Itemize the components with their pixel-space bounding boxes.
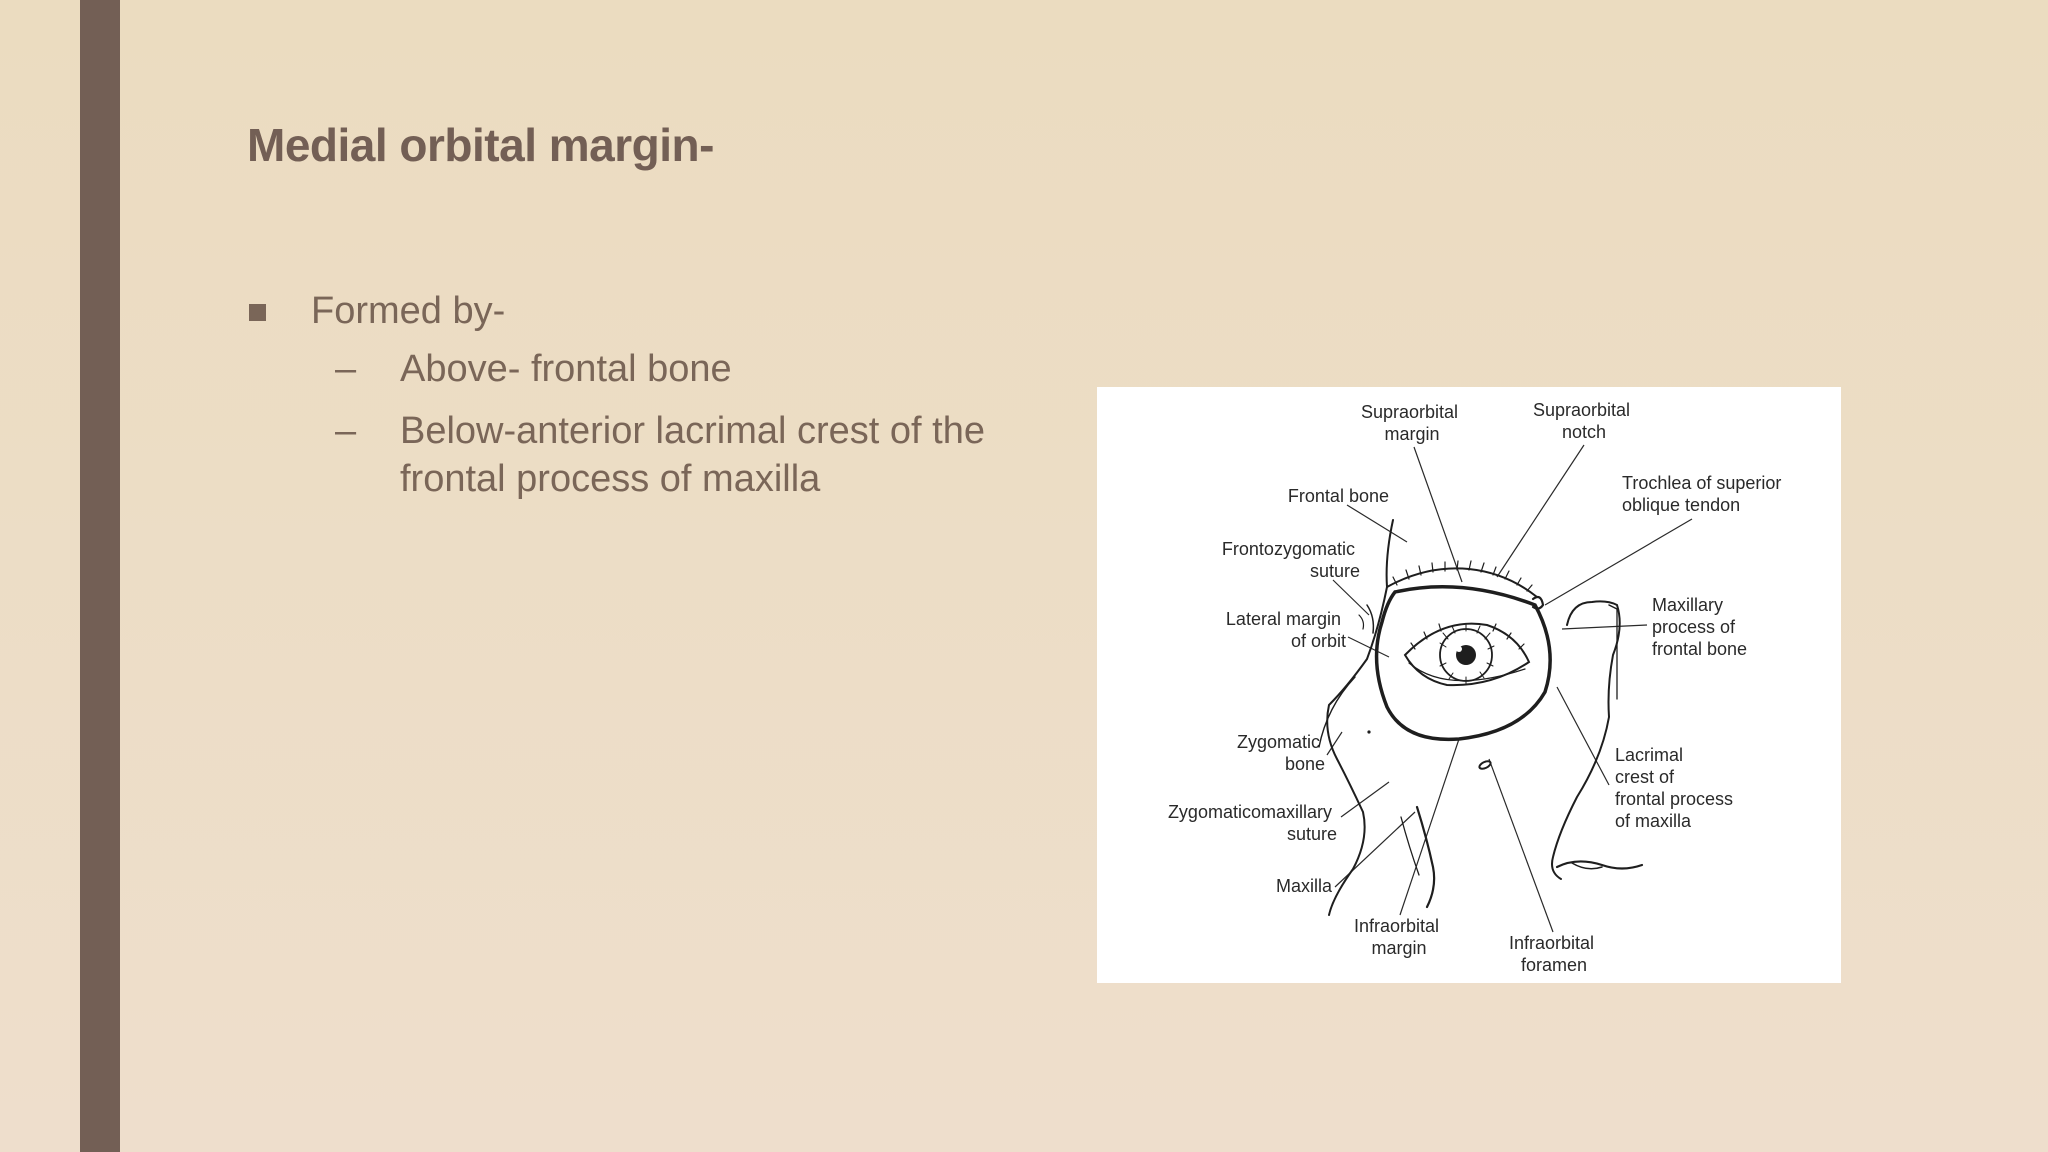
label-infraorbital-foramen: Infraorbital foramen: [1508, 933, 1595, 975]
label-maxillary-process: Maxillary process of frontal bone: [1652, 595, 1748, 659]
label-zygomaticomaxillary-suture: Zygomaticomaxillary suture: [1167, 802, 1337, 844]
label-supraorbital-margin: Supraorbital margin: [1360, 402, 1459, 444]
sub-bullet-item: [247, 345, 1077, 393]
accent-bar: [80, 0, 120, 1152]
dash-bullet-icon: –: [335, 410, 357, 452]
label-trochlea: Trochlea of superior oblique tendon: [1622, 473, 1782, 515]
label-zygomatic-bone: Zygomatic bone: [1236, 732, 1325, 774]
orbit-illustration: [1097, 387, 1841, 983]
bullet-text: Formed by-: [311, 290, 506, 332]
label-maxilla: Maxilla: [1275, 876, 1332, 896]
square-bullet-icon: [249, 304, 266, 321]
label-lacrimal-crest: Lacrimal crest of frontal process of maxilla: [1615, 745, 1734, 831]
orbit-drawing: [1319, 520, 1642, 915]
slide-title: Medial orbital margin-: [247, 119, 714, 171]
dash-bullet-icon: –: [335, 348, 357, 390]
label-frontal-bone: Frontal bone: [1287, 486, 1389, 506]
label-lateral-margin: Lateral margin of orbit: [1225, 609, 1346, 651]
orbit-diagram: [1097, 387, 1841, 983]
label-frontozygomatic-suture: Frontozygomatic suture: [1221, 539, 1360, 581]
sub-bullet-list: [247, 345, 1077, 503]
sub-bullet-item: [247, 407, 1077, 503]
bullet-list: [247, 285, 1077, 517]
sub-bullet-text: Above- frontal bone: [400, 348, 732, 390]
sub-bullet-text: Below-anterior lacrimal crest of the frontal process of maxilla: [400, 410, 985, 500]
bullet-item: [247, 285, 1077, 337]
label-infraorbital-margin: Infraorbital margin: [1353, 916, 1440, 958]
label-supraorbital-notch: Supraorbital notch: [1532, 400, 1631, 442]
